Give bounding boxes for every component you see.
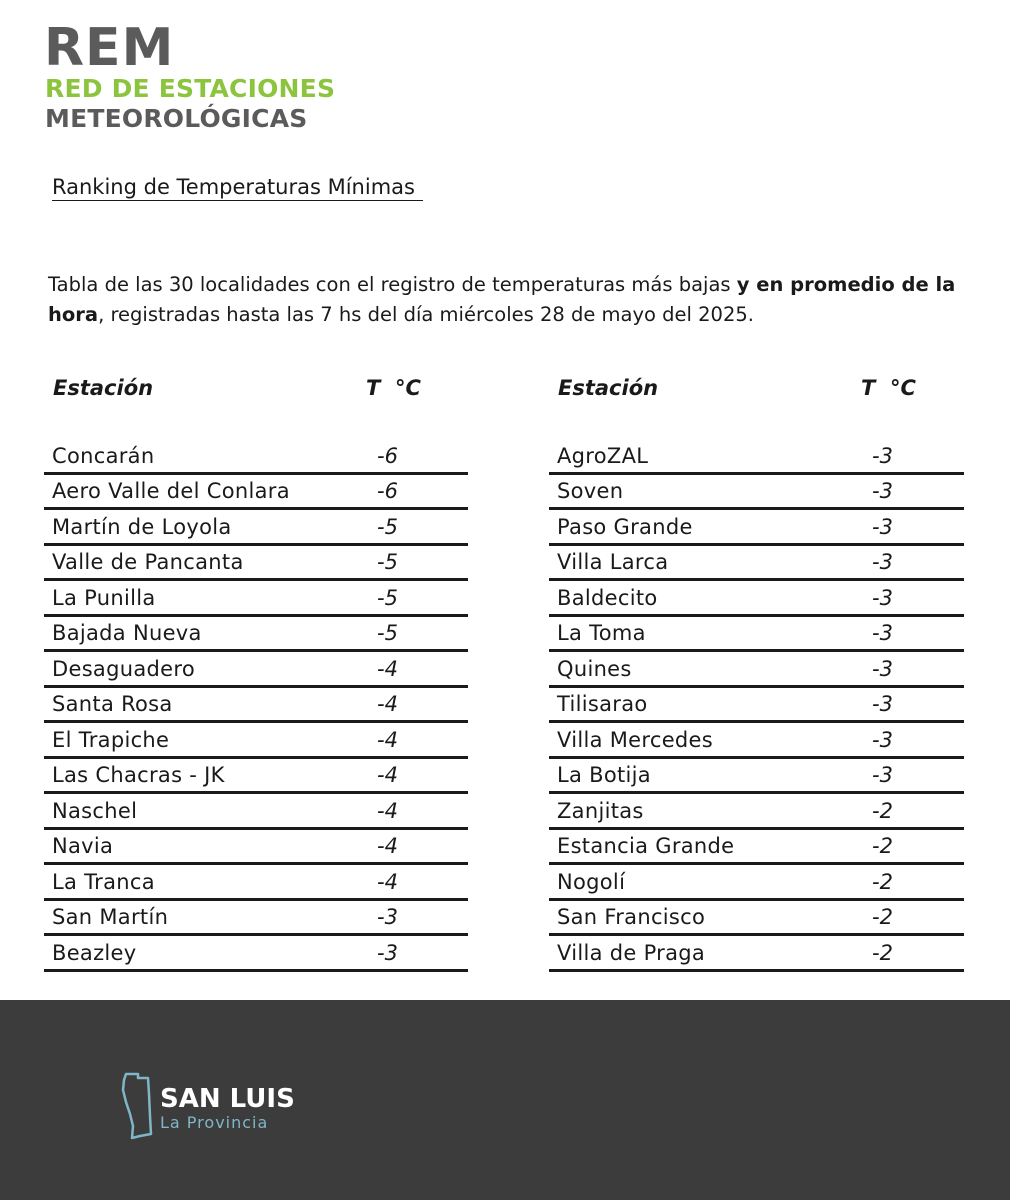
station-name: Las Chacras - JK	[52, 763, 225, 787]
station-name: Navia	[52, 834, 114, 858]
column-header-station: Estación	[558, 376, 659, 400]
temperature-value: -3	[872, 585, 893, 610]
temperature-value: -4	[377, 869, 398, 894]
table-row	[549, 688, 964, 724]
station-name: Beazley	[52, 940, 137, 965]
temperature-value: -3	[377, 940, 398, 965]
column-header-station: Estación	[53, 376, 154, 400]
document-title: Ranking de Temperaturas Mínimas	[52, 174, 423, 201]
station-name: Valle de Pancanta	[52, 550, 244, 574]
station-name: AgroZAL	[557, 443, 649, 468]
table-row	[44, 723, 468, 759]
table-header	[549, 372, 964, 408]
station-name: La Punilla	[52, 585, 156, 610]
ranking-table-left	[44, 372, 468, 965]
intro-paragraph	[48, 270, 968, 330]
temperature-value: -4	[377, 834, 398, 858]
intro-text-1: Tabla de las 30 localidades con el registro de temperaturas más bajas	[48, 273, 737, 296]
table-rows	[549, 439, 964, 972]
table-rows	[44, 439, 468, 972]
station-name: Aero Valle del Conlara	[52, 479, 290, 503]
temperature-value: -3	[872, 727, 893, 752]
temperature-value: -5	[377, 621, 398, 645]
station-name: Villa Mercedes	[557, 727, 714, 752]
table-row	[549, 546, 964, 582]
temperature-value: -3	[872, 621, 893, 645]
station-name: Villa de Praga	[557, 940, 706, 965]
temperature-value: -4	[377, 692, 398, 716]
intro-text-2: , registradas hasta las 7 hs del día miércoles 28 de mayo del 2025.	[98, 303, 754, 326]
station-name: Santa Rosa	[52, 692, 173, 716]
temperature-value: -5	[377, 585, 398, 610]
station-name: San Francisco	[557, 905, 706, 929]
station-name: Baldecito	[557, 585, 658, 610]
table-row	[44, 759, 468, 795]
table-row	[44, 510, 468, 546]
temperature-value: -3	[872, 514, 893, 539]
table-row	[549, 652, 964, 688]
station-name: Tilisarao	[557, 692, 648, 716]
rem-logo-line2: METEOROLÓGICAS	[45, 104, 308, 133]
table-row	[549, 865, 964, 901]
footer-banner	[0, 1000, 1010, 1200]
table-row	[44, 830, 468, 866]
ranking-table-right	[549, 372, 964, 965]
station-name: El Trapiche	[52, 727, 170, 752]
temperature-value: -6	[377, 479, 398, 503]
table-row	[44, 617, 468, 653]
temperature-value: -4	[377, 656, 398, 681]
rem-logo: REM	[44, 18, 175, 78]
table-row	[44, 581, 468, 617]
station-name: La Botija	[557, 763, 651, 787]
table-row	[44, 688, 468, 724]
rem-logo-line1: RED DE ESTACIONES	[45, 74, 336, 103]
temperature-value: -5	[377, 514, 398, 539]
table-row	[549, 723, 964, 759]
station-name: Desaguadero	[52, 656, 195, 681]
table-row	[44, 794, 468, 830]
san-luis-map-icon	[120, 1072, 154, 1140]
temperature-value: -6	[377, 443, 398, 468]
column-header-temp: T °C	[861, 376, 916, 400]
table-row	[549, 581, 964, 617]
temperature-value: -3	[872, 550, 893, 574]
temperature-value: -2	[872, 905, 893, 929]
station-name: Bajada Nueva	[52, 621, 202, 645]
temperature-value: -2	[872, 798, 893, 823]
temperature-value: -2	[872, 834, 893, 858]
station-name: Naschel	[52, 798, 138, 823]
table-row	[44, 901, 468, 937]
temperature-value: -5	[377, 550, 398, 574]
column-header-temp: T °C	[366, 376, 421, 400]
temperature-value: -3	[872, 656, 893, 681]
table-row	[549, 759, 964, 795]
table-row	[549, 794, 964, 830]
table-row	[44, 936, 468, 972]
table-row	[549, 901, 964, 937]
station-name: Paso Grande	[557, 514, 693, 539]
station-name: La Tranca	[52, 869, 155, 894]
temperature-value: -4	[377, 727, 398, 752]
table-row	[549, 510, 964, 546]
table-row	[549, 830, 964, 866]
station-name: Nogolí	[557, 869, 626, 894]
station-name: San Martín	[52, 905, 169, 929]
table-row	[44, 439, 468, 475]
station-name: Martín de Loyola	[52, 514, 232, 539]
temperature-value: -3	[872, 692, 893, 716]
san-luis-subtitle: La Provincia	[160, 1113, 269, 1132]
table-row	[549, 475, 964, 511]
temperature-value: -3	[872, 443, 893, 468]
table-row	[44, 865, 468, 901]
station-name: Soven	[557, 479, 624, 503]
temperature-value: -2	[872, 940, 893, 965]
temperature-value: -4	[377, 798, 398, 823]
station-name: Zanjitas	[557, 798, 644, 823]
temperature-value: -3	[872, 479, 893, 503]
table-row	[549, 439, 964, 475]
station-name: Concarán	[52, 443, 155, 468]
station-name: Estancia Grande	[557, 834, 735, 858]
table-row	[44, 475, 468, 511]
temperature-value: -2	[872, 869, 893, 894]
table-row	[549, 936, 964, 972]
san-luis-title: SAN LUIS	[160, 1084, 295, 1114]
intro-text-bold: y en promedio de la hora	[48, 273, 956, 326]
table-row	[549, 617, 964, 653]
temperature-value: -4	[377, 763, 398, 787]
station-name: Quines	[557, 656, 632, 681]
temperature-value: -3	[872, 763, 893, 787]
temperature-value: -3	[377, 905, 398, 929]
table-row	[44, 652, 468, 688]
station-name: Villa Larca	[557, 550, 669, 574]
table-header	[44, 372, 468, 408]
table-row	[44, 546, 468, 582]
station-name: La Toma	[557, 621, 646, 645]
